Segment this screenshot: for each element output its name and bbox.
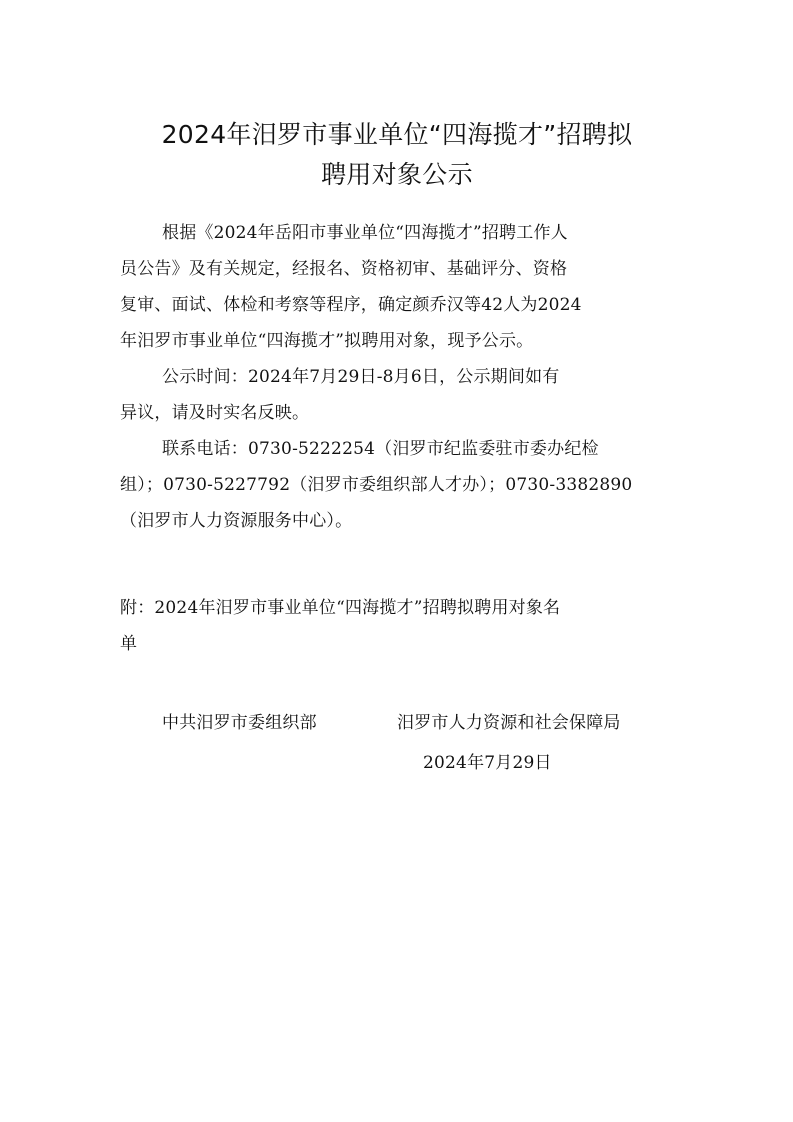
- document-title-line-2: 聘用对象公示: [321, 159, 473, 189]
- paragraph-contact-phone: [120, 431, 678, 539]
- signature-block: [162, 705, 682, 785]
- document-title: [112, 115, 682, 195]
- attachment-note: [120, 590, 678, 662]
- paragraph-basis-line-1: 根据《2024年岳阳市事业单位“四海揽才”招聘工作人: [162, 223, 568, 243]
- paragraph-basis-line-2: 员公告》及有关规定，经报名、资格初审、基础评分、资格: [120, 259, 568, 279]
- signature-human-resources-bureau: 汨罗市人力资源和社会保障局: [397, 713, 621, 733]
- paragraph-publicity-period-line-1: 公示时间：2024年7月29日-8月6日，公示期间如有: [162, 367, 560, 387]
- document-body: [120, 215, 678, 539]
- paragraph-publicity-period: [120, 359, 678, 431]
- paragraph-contact-phone-line-3: （汨罗市人力资源服务中心）。: [120, 511, 353, 531]
- paragraph-basis-line-4: 年汨罗市事业单位“四海揽才”拟聘用对象，现予公示。: [120, 331, 534, 351]
- paragraph-contact-phone-line-2: 组）；0730-5227792（汨罗市委组织部人才办）；0730-3382890: [120, 475, 633, 495]
- attachment-note-line-2: 单: [120, 634, 138, 654]
- document-title-line-1: 2024年汨罗市事业单位“四海揽才”招聘拟: [161, 119, 633, 149]
- signature-organization-department: 中共汨罗市委组织部: [162, 713, 317, 733]
- paragraph-publicity-period-line-2: 异议，请及时实名反映。: [120, 403, 310, 423]
- paragraph-basis: [120, 215, 678, 359]
- paragraph-contact-phone-line-1: 联系电话：0730-5222254（汨罗市纪监委驻市委办纪检: [162, 439, 599, 459]
- paragraph-basis-line-3: 复审、面试、体检和考察等程序，确定颜乔汉等42人为2024: [120, 295, 582, 315]
- signature-date: 2024年7月29日: [423, 753, 552, 773]
- attachment-note-line-1: 附：2024年汨罗市事业单位“四海揽才”招聘拟聘用对象名: [120, 598, 561, 618]
